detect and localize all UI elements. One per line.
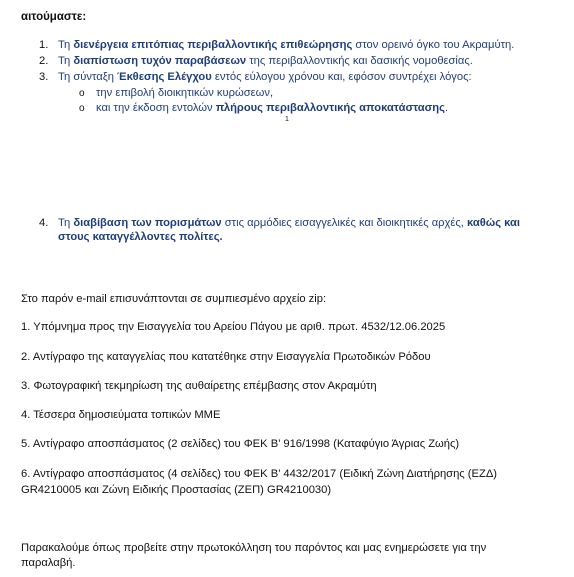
item-text-post: της περιβαλλοντικής και δασικής νομοθεσίας. [246, 55, 473, 67]
item-text-bold: Έκθεσης Ελέγχου [117, 71, 212, 83]
item-text-pre: Τη σύνταξη [58, 71, 118, 83]
sub-list-item-2 [79, 101, 549, 116]
attachment-item-2: 2. Αντίγραφο της καταγγελίας που κατατέθηκε στην Εισαγγελία Πρωτοδικών Ρόδου [21, 351, 431, 363]
closing-line-1: Παρακαλούμε όπως προβείτε στην πρωτοκόλληση του παρόντος και μας ενημερώσετε για την [21, 542, 487, 554]
item-text-bold: διαβίβαση των πορισμάτων [73, 217, 222, 229]
sub-list-item-1 [79, 86, 549, 101]
item-number: 4. [39, 217, 49, 229]
attachment-item-3: 3. Φωτογραφική τεκμηρίωση της αυθαίρετης επέμβασης στον Ακραμύτη [21, 380, 377, 392]
item-4-line-2: στους καταγγέλλοντες πολίτες. [58, 231, 223, 243]
item-text-pre: Τη [58, 55, 74, 67]
request-item-1 [39, 38, 559, 52]
hollow-bullet-icon: o [79, 103, 85, 114]
item-text-post: στις αρμόδιες εισαγγελικές και διοικητικές αρχές, [221, 217, 468, 229]
attachment-item-1: 1. Υπόμνημα προς την Εισαγγελία του Αρείου Πάγου με αριθ. πρωτ. 4532/12.06.2025 [21, 321, 446, 333]
item-text-post: στον ορεινό όγκο του Ακραμύτη. [352, 39, 515, 51]
attachment-item-4: 4. Τέσσερα δημοσιεύματα τοπικών ΜΜΕ [21, 409, 221, 421]
attachment-item-6-continued: GR4210005 και Ζώνη Ειδικής Προστασίας (ΖΕΠ) GR4210030) [21, 484, 332, 496]
item-4-line-1 [39, 216, 559, 230]
closing-line-2: παραλαβή. [21, 557, 76, 569]
request-item-3 [39, 70, 559, 84]
attachments-intro: Στο παρόν e-mail επισυνάπτονται σε συμπιεσμένο αρχείο zip: [21, 293, 327, 305]
item-text-bold: διενέργεια επιτόπιας περιβαλλοντικής επιθεώρησης [73, 39, 353, 51]
item-number: 1. [39, 39, 49, 51]
hollow-bullet-icon: o [79, 88, 85, 99]
footnote-page-number: 1 [285, 116, 289, 123]
sub-item-text: την επιβολή διοικητικών κυρώσεων, [96, 87, 274, 99]
item-text-pre: Τη [58, 39, 74, 51]
attachment-item-6: 6. Αντίγραφο αποσπάσματος (4 σελίδες) του ΦΕΚ Β’ 4432/2017 (Ειδική Ζώνη Διατήρησης (ΕΖΔ) [21, 468, 498, 480]
sub-item-text-pre: και την έκδοση εντολών [96, 102, 216, 114]
item-text-bold: διαπίστωση τυχόν παραβάσεων [73, 55, 247, 67]
item-text-pre: Τη [58, 217, 74, 229]
request-item-4 [39, 216, 559, 244]
attachment-item-5: 5. Αντίγραφο αποσπάσματος (2 σελίδες) του ΦΕΚ Β’ 916/1998 (Καταφύγιο Άγριας Ζωής) [21, 438, 460, 450]
item-number: 3. [39, 71, 49, 83]
sub-item-text-post: . [444, 102, 449, 114]
sub-item-text-bold: πλήρους περιβαλλοντικής αποκατάστασης [215, 102, 445, 114]
intro-heading: αιτούμαστε: [21, 11, 87, 23]
item-text-post: εντός εύλογου χρόνου και, εφόσον συντρέχει λόγος: [211, 71, 472, 83]
item-number: 2. [39, 55, 49, 67]
request-item-2 [39, 54, 559, 68]
item-text-bold-2: καθώς και [467, 217, 521, 229]
